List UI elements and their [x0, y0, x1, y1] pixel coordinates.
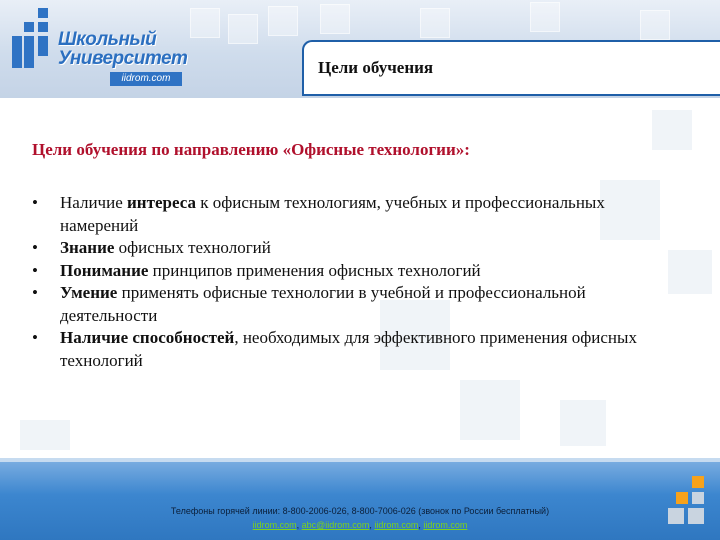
- decor-square: [320, 4, 350, 34]
- logo-url: iidrom.com: [110, 72, 182, 86]
- header: [0, 0, 720, 98]
- goals-list: [32, 192, 682, 372]
- decor-square: [652, 110, 692, 150]
- decor-square: [268, 6, 298, 36]
- logo-line1: Школьный: [58, 29, 157, 50]
- list-item: • Знание офисных технологий: [32, 237, 682, 260]
- logo-line2: Университет: [58, 48, 188, 69]
- bullet-icon: •: [32, 283, 38, 302]
- logo-text: [58, 30, 187, 68]
- decor-square: [460, 380, 520, 440]
- bullet-icon: •: [32, 193, 38, 212]
- footer-link[interactable]: iidrom.com: [423, 520, 468, 530]
- decor-square: [190, 8, 220, 38]
- decor-square: [530, 2, 560, 32]
- decor-square: [640, 10, 670, 40]
- logo[interactable]: [10, 6, 188, 92]
- decor-square: [560, 400, 606, 446]
- list-item: • Наличие способностей, необходимых для эффективного применения офисных технологий: [32, 328, 637, 370]
- decor-square: [420, 8, 450, 38]
- section-subtitle: Цели обучения по направлению «Офисные технологии»:: [32, 140, 470, 159]
- footer-links: iidrom.com, abc@iidrom.com, iidrom.com, iidrom.com: [252, 520, 468, 530]
- footer-top-bar: [0, 458, 720, 462]
- logo-mark-icon: [12, 8, 64, 74]
- list-item: • Понимание принципов применения офисных технологий: [32, 260, 682, 283]
- decor-square: [228, 14, 258, 44]
- list-item: • Умение применять офисные технологии в учебной и профессиональной деятельности: [32, 283, 586, 325]
- bullet-icon: •: [32, 328, 38, 347]
- decor-square: [20, 420, 70, 450]
- page-title: Цели обучения: [318, 58, 434, 77]
- list-item: • Наличие интереса к офисным технологиям, учебных и профессиональных намерений: [32, 193, 605, 235]
- bullet-icon: •: [32, 238, 38, 257]
- footer-link[interactable]: iidrom.com: [374, 520, 419, 530]
- title-box: [302, 40, 720, 96]
- footer-link[interactable]: iidrom.com: [252, 520, 297, 530]
- footer-link[interactable]: abc@iidrom.com: [301, 520, 370, 530]
- footer-logo-icon: [668, 476, 712, 526]
- bullet-icon: •: [32, 260, 38, 280]
- footer: [0, 458, 720, 540]
- footer-phone: Телефоны горячей линии: 8-800-2006-026, 8-800-7006-026 (звонок по России бесплатный): [170, 506, 550, 516]
